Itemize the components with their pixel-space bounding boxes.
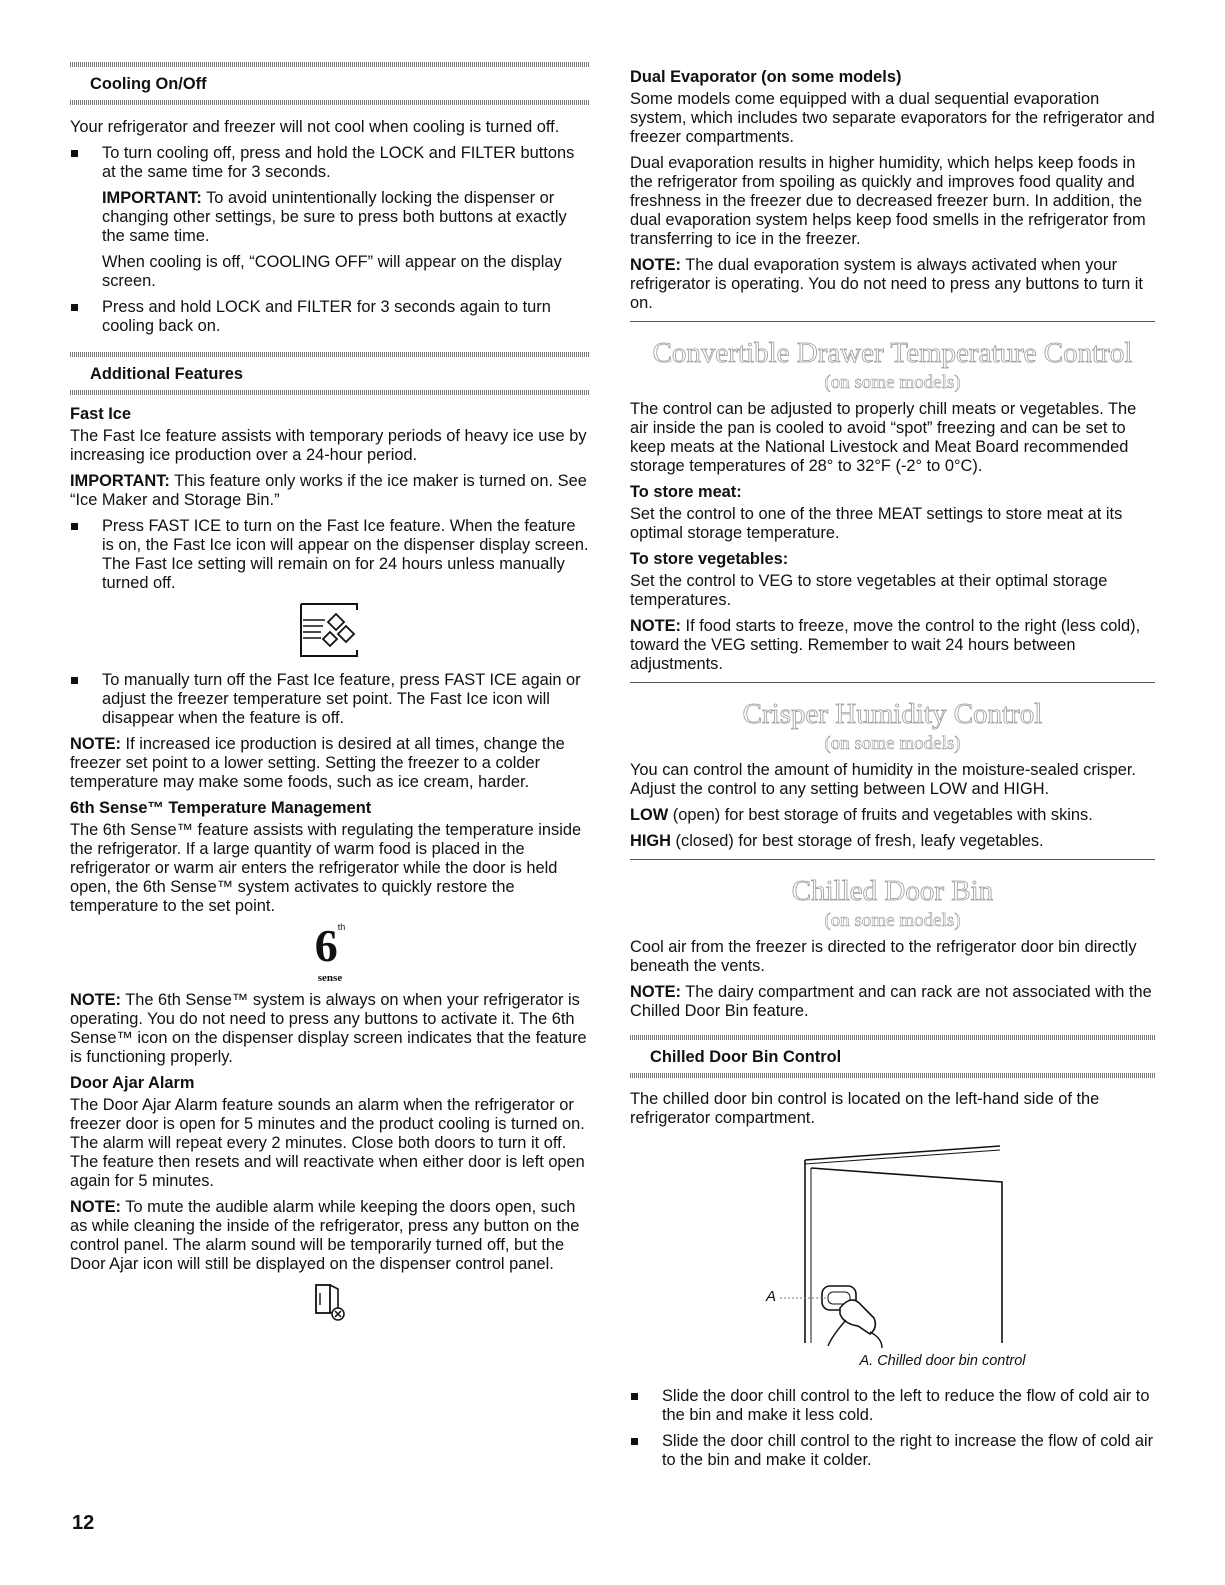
note-text: To mute the audible alarm while keeping the doors open, such as while cleaning the inside of the refrigerator, press any button on the control panel. The alarm sound will be temporarily turned off, but the Door Ajar icon will still be displayed on the dispenser control panel. (70, 1198, 580, 1273)
important-label: IMPORTANT: (102, 189, 202, 207)
drawer-subtitle: (on some models) (824, 372, 961, 393)
high-text: (closed) for best storage of fresh, leafy vegetables. (670, 832, 1044, 850)
note-text: The 6th Sense™ system is always on when your refrigerator is operating. You do not need to press any buttons to activate it. The 6th Sense™ icon on the dispenser display screen indicates that the feature is functioning properly. (70, 991, 587, 1066)
left-column (70, 62, 590, 1334)
chilled-subtitle: (on some models) (824, 910, 961, 931)
low-text: (open) for best storage of fruits and vegetables with skins. (668, 806, 1093, 824)
crisper-title: Crisper Humidity Control (742, 698, 1043, 730)
crisper-low (630, 806, 1155, 825)
note-label: NOTE: (630, 256, 681, 274)
cooling-bullet1: To turn cooling off, press and hold the LOCK and FILTER buttons at the same time for 3 seconds. (102, 144, 575, 181)
door-ajar-icon (70, 1281, 590, 1328)
note-label: NOTE: (630, 983, 681, 1001)
dual-evaporator-heading: Dual Evaporator (on some models) (630, 68, 902, 86)
fast-ice-text: The Fast Ice feature assists with temporary periods of heavy ice use by increasing ice production over a 24-hour period. (70, 427, 587, 464)
store-meat-heading: To store meat: (630, 483, 742, 501)
chilled-control-p1: The chilled door bin control is located on the left-hand side of the refrigerator compartment. (630, 1090, 1100, 1127)
list-item: Press and hold LOCK and FILTER for 3 seconds again to turn cooling back on. (70, 298, 590, 336)
door-ajar-note (70, 1198, 590, 1274)
note-text: If food starts to freeze, move the control to the right (less cold), toward the VEG setting. Remember to wait 24 hours between adjustments. (630, 617, 1141, 673)
drawer-p1: The control can be adjusted to properly chill meats or vegetables. The air inside the pan is cooled to avoid “spot” freezing and can be set to keep meats at the National Livestock and Meat Board recommended storage temperatures of 28° to 32°F (-2° to 0°C). (630, 400, 1137, 475)
sixth-sense-heading: 6th Sense™ Temperature Management (70, 799, 372, 817)
cooling-important (102, 189, 590, 246)
crisper-high (630, 832, 1155, 851)
dual-p1: Some models come equipped with a dual sequential evaporation system, which includes two separate evaporators for the refrigerator and freezer compartments. (630, 90, 1155, 146)
list-item: Slide the door chill control to the left to reduce the flow of cold air to the bin and make it less cold. (630, 1387, 1155, 1425)
fast-ice-note (70, 735, 590, 792)
section-rule (70, 390, 590, 395)
important-label: IMPORTANT: (70, 472, 170, 490)
cooling-list (70, 144, 590, 336)
list-item: Slide the door chill control to the right to increase the flow of cold air to the bin and make it colder. (630, 1432, 1155, 1470)
drawer-title: Convertible Drawer Temperature Control (652, 337, 1133, 369)
fast-ice-important (70, 472, 590, 510)
sixth-sense-word: sense (317, 972, 343, 984)
list-item (70, 144, 590, 291)
door-ajar-heading: Door Ajar Alarm (70, 1074, 195, 1092)
figure-label-a: A (766, 1288, 777, 1305)
note-label: NOTE: (70, 1198, 121, 1216)
dual-note (630, 256, 1155, 313)
note-text: If increased ice production is desired at all times, change the freezer set point to a lower setting. Setting the freezer to a colder temperature may make some foods, such as ice cream, harder. (70, 735, 565, 791)
sixth-sense-text: The 6th Sense™ feature assists with regulating the temperature inside the refrigerator. If a large quantity of warm food is placed in the refrigerator or warm air enters the refrigerator while the door is held open, the 6th Sense™ system activates to quickly restore the temperature to the set point. (70, 821, 582, 915)
important-text: To avoid unintentionally locking the dispenser or changing other settings, be sure to press both buttons at exactly the same time. (102, 189, 567, 245)
note-label: NOTE: (70, 735, 121, 753)
page-number: 12 (72, 1512, 95, 1534)
fast-ice-icon (70, 600, 590, 665)
crisper-p1: You can control the amount of humidity in the moisture-sealed crisper. Adjust the control to any setting between LOW and HIGH. (630, 761, 1136, 798)
sixth-sense-sup: th (337, 922, 346, 932)
high-label: HIGH (630, 832, 671, 850)
door-ajar-text: The Door Ajar Alarm feature sounds an alarm when the refrigerator or freezer door is open for 5 minutes and the product cooling is turned on. The alarm will repeat every 2 minutes. Close both doors to turn it off. The feature then resets and will reactivate when either door is left open again for 5 minutes. (70, 1096, 585, 1190)
section-rule (70, 100, 590, 105)
section-rule (630, 1073, 1155, 1078)
fast-ice-list (70, 517, 590, 593)
additional-title: Additional Features (90, 365, 243, 383)
figure-caption: A. Chilled door bin control (859, 1353, 1026, 1369)
note-label: NOTE: (70, 991, 121, 1009)
fast-ice-list-2 (70, 671, 590, 728)
chilled-door-bin-figure (630, 1138, 1155, 1348)
section-divider (630, 321, 1155, 322)
crisper-subtitle: (on some models) (824, 733, 961, 754)
cooling-when-off: When cooling is off, “COOLING OFF” will appear on the display screen. (102, 253, 562, 290)
cooling-title: Cooling On/Off (90, 75, 207, 93)
fast-ice-heading: Fast Ice (70, 405, 132, 423)
list-item: Press FAST ICE to turn on the Fast Ice feature. When the feature is on, the Fast Ice icon will appear on the dispenser display screen. The Fast Ice setting will remain on for 24 hours unless manually turned off. (70, 517, 590, 593)
list-item: To manually turn off the Fast Ice feature, press FAST ICE again or adjust the freezer temperature set point. The Fast Ice icon will disappear when the feature is off. (70, 671, 590, 728)
dual-p2: Dual evaporation results in higher humidity, which helps keep foods in the refrigerator from spoiling as quickly and improves food quality and freshness in the freezer due to decreased freezer burn. In addition, the dual evaporation system helps keep food smells in the refrigerator from transferring to ice in the freezer. (630, 154, 1146, 248)
low-label: LOW (630, 806, 669, 824)
sixth-sense-icon (70, 920, 590, 985)
drawer-note (630, 617, 1155, 674)
chilled-control-title: Chilled Door Bin Control (650, 1048, 842, 1066)
store-meat-text: Set the control to one of the three MEAT settings to store meat at its optimal storage temperature. (630, 505, 1123, 542)
chilled-p1: Cool air from the freezer is directed to the refrigerator door bin directly beneath the vents. (630, 938, 1137, 975)
note-text: The dairy compartment and can rack are not associated with the Chilled Door Bin feature. (630, 983, 1152, 1020)
section-divider (630, 682, 1155, 683)
chilled-title: Chilled Door Bin (791, 875, 994, 907)
note-label: NOTE: (630, 617, 681, 635)
sixth-sense-note (70, 991, 590, 1067)
fridge-illustration (630, 1138, 1155, 1348)
note-text: The dual evaporation system is always activated when your refrigerator is operating. You do not need to press any buttons to turn it on. (630, 256, 1143, 312)
important-text: This feature only works if the ice maker is turned on. See “Ice Maker and Storage Bin.” (70, 472, 587, 509)
sixth-sense-number: 6 (314, 920, 338, 971)
chilled-control-list (630, 1387, 1155, 1470)
store-veg-text: Set the control to VEG to store vegetables at their optimal storage temperatures. (630, 572, 1108, 609)
section-divider (630, 859, 1155, 860)
chilled-note (630, 983, 1155, 1021)
store-veg-heading: To store vegetables: (630, 550, 789, 568)
cooling-intro: Your refrigerator and freezer will not cool when cooling is turned off. (70, 118, 560, 136)
right-column (630, 68, 1155, 1477)
